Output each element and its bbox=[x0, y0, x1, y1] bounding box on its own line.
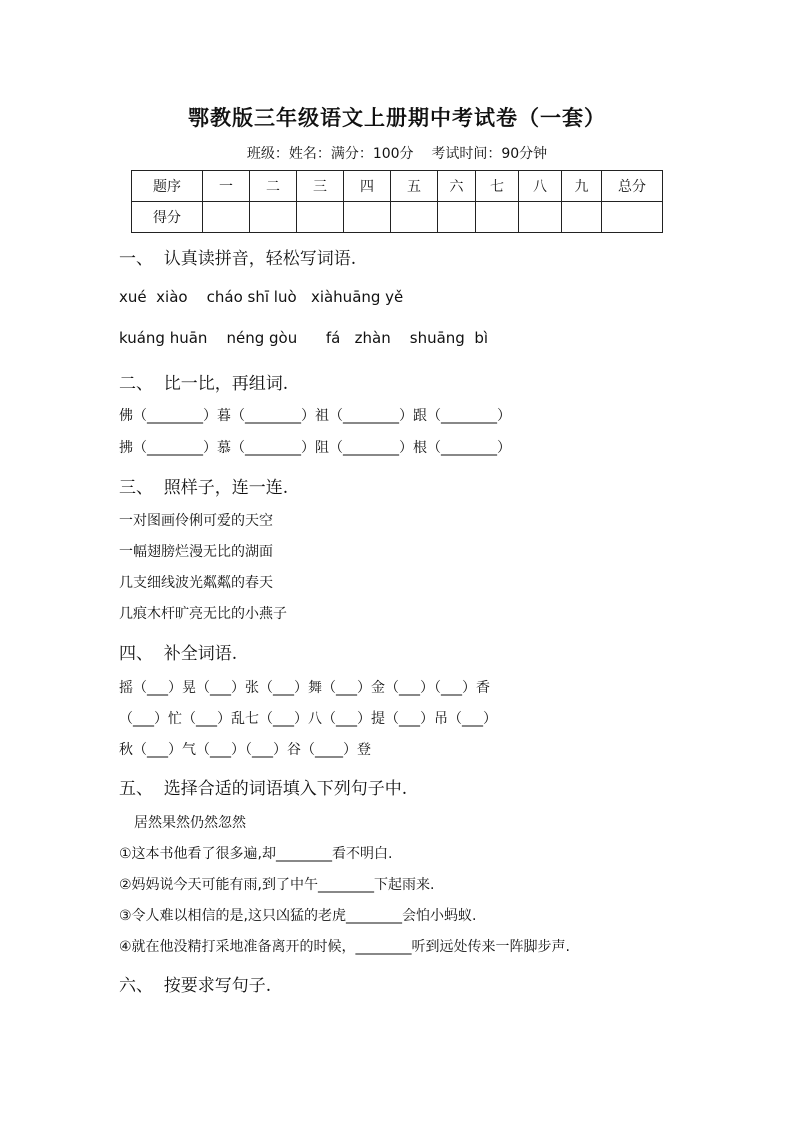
header-cell: 六 bbox=[438, 171, 476, 202]
question-line: （___）忙（___）乱七（___）八（___）提（___）吊（___） bbox=[119, 711, 497, 727]
score-header-row bbox=[132, 171, 663, 202]
header-cell: 三 bbox=[297, 171, 344, 202]
header-cell: 一 bbox=[203, 171, 250, 202]
score-table bbox=[131, 170, 663, 233]
score-row-label: 得分 bbox=[132, 202, 203, 233]
pinyin-line: kuáng huān néng gòu fá zhàn shuāng bì bbox=[119, 329, 489, 347]
section-heading: 四、 补全词语. bbox=[119, 644, 238, 664]
question-line: ②妈妈说今天可能有雨,到了中午________下起雨来. bbox=[119, 877, 435, 893]
question-line: ③令人难以相信的是,这只凶猛的老虎________会怕小蚂蚁. bbox=[119, 908, 477, 924]
page-title: 鄂教版三年级语文上册期中考试卷（一套） bbox=[188, 105, 606, 130]
section-heading: 一、 认真读拼音，轻松写词语. bbox=[119, 249, 357, 269]
question-line: ①这本书他看了很多遍,却________看不明白. bbox=[119, 846, 393, 862]
header-cell: 九 bbox=[562, 171, 602, 202]
score-cell[interactable] bbox=[602, 202, 663, 233]
question-line: 几支细线波光粼粼的春天 bbox=[119, 575, 273, 591]
question-line: 摇（___）晃（___）张（___）舞（___）金（___）（___）香 bbox=[119, 680, 490, 696]
score-cell[interactable] bbox=[562, 202, 602, 233]
header-cell: 五 bbox=[391, 171, 438, 202]
header-cell: 七 bbox=[476, 171, 519, 202]
question-line: 拂（________）慕（________）阻（________）根（________） bbox=[119, 440, 511, 456]
question-line: 一对图画伶俐可爱的天空 bbox=[119, 513, 273, 529]
score-cell[interactable] bbox=[203, 202, 250, 233]
question-line: 几痕木杆旷亮无比的小燕子 bbox=[119, 606, 287, 622]
score-row bbox=[132, 202, 663, 233]
header-cell: 总分 bbox=[602, 171, 663, 202]
score-cell[interactable] bbox=[438, 202, 476, 233]
header-cell: 二 bbox=[250, 171, 297, 202]
score-cell[interactable] bbox=[250, 202, 297, 233]
section-heading: 三、 照样子，连一连. bbox=[119, 478, 289, 498]
score-cell[interactable] bbox=[519, 202, 562, 233]
pinyin-line: xué xiào cháo shī luò xiàhuāng yě bbox=[119, 288, 404, 306]
section-heading: 五、 选择合适的词语填入下列句子中. bbox=[119, 779, 408, 799]
question-line: 秋（___）气（___）（___）谷（____）登 bbox=[119, 742, 371, 758]
score-cell[interactable] bbox=[391, 202, 438, 233]
score-cell[interactable] bbox=[297, 202, 344, 233]
section-heading: 二、 比一比，再组词. bbox=[119, 374, 289, 394]
score-cell[interactable] bbox=[476, 202, 519, 233]
word-choices: 居然果然仍然忽然 bbox=[134, 815, 246, 831]
question-line: 佛（________）暮（________）祖（________）跟（________） bbox=[119, 408, 511, 424]
exam-info: 班级：姓名：满分：100分 考试时间：90分钟 bbox=[246, 146, 548, 162]
section-heading: 六、 按要求写句子. bbox=[119, 976, 272, 996]
header-cell: 四 bbox=[344, 171, 391, 202]
question-line: ④就在他没精打采地准备离开的时候，________听到远处传来一阵脚步声. bbox=[119, 939, 570, 955]
score-cell[interactable] bbox=[344, 202, 391, 233]
header-cell: 题序 bbox=[132, 171, 203, 202]
question-line: 一幅翅膀烂漫无比的湖面 bbox=[119, 544, 273, 560]
header-cell: 八 bbox=[519, 171, 562, 202]
